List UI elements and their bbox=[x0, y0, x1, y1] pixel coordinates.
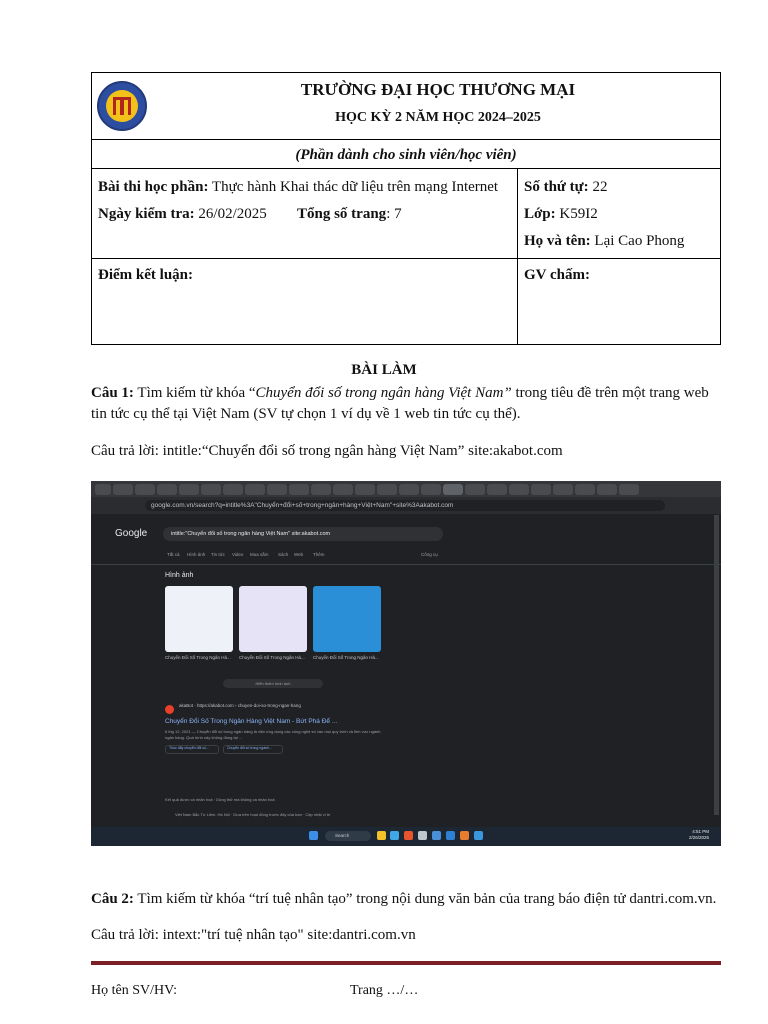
nav-news[interactable]: Tin tức bbox=[211, 552, 225, 557]
nav-shopping[interactable]: Mua sắm bbox=[250, 552, 269, 557]
grader-label: GV chấm: bbox=[524, 267, 590, 283]
result-site: akaBot · https://akabot.com › chuyen-doi-so-trong-ngan-hang bbox=[179, 703, 301, 708]
image-caption-2: Chuyển Đổi Số Trong Ngân Hà... bbox=[239, 655, 305, 660]
image-result-2[interactable] bbox=[239, 586, 307, 652]
student-part-label: (Phần dành cho sinh viên/học viên) bbox=[295, 147, 517, 163]
app3-icon[interactable] bbox=[474, 831, 483, 840]
nav-video[interactable]: Video bbox=[232, 552, 244, 557]
image-result-3[interactable] bbox=[313, 586, 381, 652]
nav-tools[interactable]: Công cụ bbox=[421, 552, 438, 557]
images-heading: Hình ảnh bbox=[165, 572, 194, 579]
result-title-link[interactable]: Chuyển Đổi Số Trong Ngân Hàng Việt Nam - Bứt Phá Để ... bbox=[165, 718, 338, 725]
school-name: TRƯỜNG ĐẠI HỌC THƯƠNG MẠI bbox=[300, 80, 576, 99]
clock: 4:51 PM 2/26/2025 bbox=[689, 829, 710, 840]
app2-icon[interactable] bbox=[460, 831, 469, 840]
order-row: Số thứ tự: 22 bbox=[524, 179, 608, 195]
chat-icon[interactable] bbox=[432, 831, 441, 840]
url-text: google.com.vn/search?q=intitle%3A"Chuyển+đổi+số+trong+ngân+hàng+Việt+Nam"+site%3Aakabot.com bbox=[151, 502, 454, 509]
term-label: HỌC KỲ 2 NĂM HỌC 2024–2025 bbox=[335, 110, 541, 125]
app-icon[interactable] bbox=[418, 831, 427, 840]
section-title: BÀI LÀM bbox=[351, 362, 417, 378]
search-screenshot: google.com.vn/search?q=intitle%3A"Chuyển+đổi+số+trong+ngân+hàng+Việt+Nam"+site%3Aakabot.com Google intitle:"Chuyển đổi số trong ngân hàng Việt Nam" site:akabot.com Tất cả Hình ảnh Tin tức Video Mua sắm Sách Web Thêm Công cụ Hình ảnh Chuyển Đổi Số Trong Ngân Hà... Chuyển Đổi Số Trong Ngân Hà... Chuyển Đổi Số Trong Ngân Hà... Hiển thêm hình ảnh akaBot · https://akabot.com › chuyen-doi-so-trong-ngan-hang Chuyển Đổi Số Trong Ngân Hàng Việt Nam - Bứt Phá Để ... 6 thg 12, 2021 — Chuyển đổi số trong ngân hàng là việc ứng dụng các công nghệ số vào mọi quy trình và lĩnh vực ngành ngân hàng. Quá trình này không đồng tại ... Thúc đẩy chuyển đổi số... Chuyển đổi số trong ngành... Kết quả được cá nhân hoá · Dùng thử mà không cá nhân hoá Việt Nam Bắc Từ Liêm, Hà Nội · Dựa trên hoạt động trước đây của bạn · Cập nhật vị trí Search 4:51 PM 2/26/2025 bbox=[91, 481, 721, 846]
nav-web[interactable]: Web bbox=[294, 552, 304, 557]
header-left-border bbox=[91, 72, 92, 140]
folder-icon[interactable] bbox=[377, 831, 386, 840]
pages-row: Tổng số trang: 7 bbox=[297, 206, 402, 222]
scrollbar[interactable] bbox=[714, 515, 719, 815]
footer-name-label: Họ tên SV/HV: bbox=[91, 983, 178, 998]
score-label: Điểm kết luận: bbox=[98, 267, 193, 283]
result-snippet: 6 thg 12, 2021 — Chuyển đổi số trong ngân hàng là việc ứng dụng các công nghệ số vào mọi quy trình và lĩnh vực ngành ngân hàng. Quá trình này không đồng tại ... bbox=[165, 729, 381, 740]
more-images-label: Hiển thêm hình ảnh bbox=[255, 681, 291, 686]
search-query: intitle:"Chuyển đổi số trong ngân hàng Việt Nam" site:akabot.com bbox=[171, 531, 331, 537]
question-2: Câu 2: Tìm kiếm từ khóa “trí tuệ nhân tạo” trong nội dung văn bản của trang báo điện tử dantri.com.vn. bbox=[91, 891, 717, 907]
name-row: Họ và tên: Lại Cao Phong bbox=[524, 233, 685, 249]
location-note: Việt Nam Bắc Từ Liêm, Hà Nội · Dựa trên hoạt động trước đây của bạn · Cập nhật vị trí bbox=[175, 812, 331, 817]
image-caption-1: Chuyển Đổi Số Trong Ngân Hà... bbox=[165, 655, 231, 660]
image-result-1[interactable] bbox=[165, 586, 233, 652]
question-1: Câu 1: Tìm kiếm từ khóa “Chuyển đổi số trong ngân hàng Việt Nam” trong tiêu đề trên một trang web tin tức cụ thể tại Việt Nam (SV tự chọn 1 ví dụ về 1 web tin tức cụ thể). bbox=[91, 385, 709, 422]
site-favicon-icon bbox=[165, 705, 174, 714]
edge-icon[interactable] bbox=[390, 831, 399, 840]
answer-1: Câu trả lời: intitle:“Chuyển đổi số trong ngân hàng Việt Nam” site:akabot.com bbox=[91, 443, 563, 459]
nav-images[interactable]: Hình ảnh bbox=[187, 552, 206, 557]
chrome-icon[interactable] bbox=[404, 831, 413, 840]
personalization-note: Kết quả được cá nhân hoá · Dùng thử mà không cá nhân hoá bbox=[165, 797, 275, 802]
google-logo: Google bbox=[115, 528, 148, 539]
footer-page-label: Trang …/… bbox=[350, 983, 419, 998]
footer-rule bbox=[91, 961, 721, 965]
answer-2: Câu trả lời: intext:"trí tuệ nhân tạo" site:dantri.com.vn bbox=[91, 927, 416, 943]
nav-all[interactable]: Tất cả bbox=[167, 552, 180, 557]
image-caption-3: Chuyển Đổi Số Trong Ngân Hà... bbox=[313, 655, 379, 660]
vscode-icon[interactable] bbox=[446, 831, 455, 840]
subject-row: Bài thi học phần: Thực hành Khai thác dữ liệu trên mạng Internet bbox=[98, 179, 499, 195]
class-row: Lớp: K59I2 bbox=[524, 206, 598, 222]
nav-more[interactable]: Thêm bbox=[313, 552, 325, 557]
windows-start-icon[interactable] bbox=[309, 831, 318, 840]
date-row: Ngày kiểm tra: 26/02/2025 bbox=[98, 206, 267, 222]
nav-books[interactable]: Sách bbox=[278, 552, 289, 557]
